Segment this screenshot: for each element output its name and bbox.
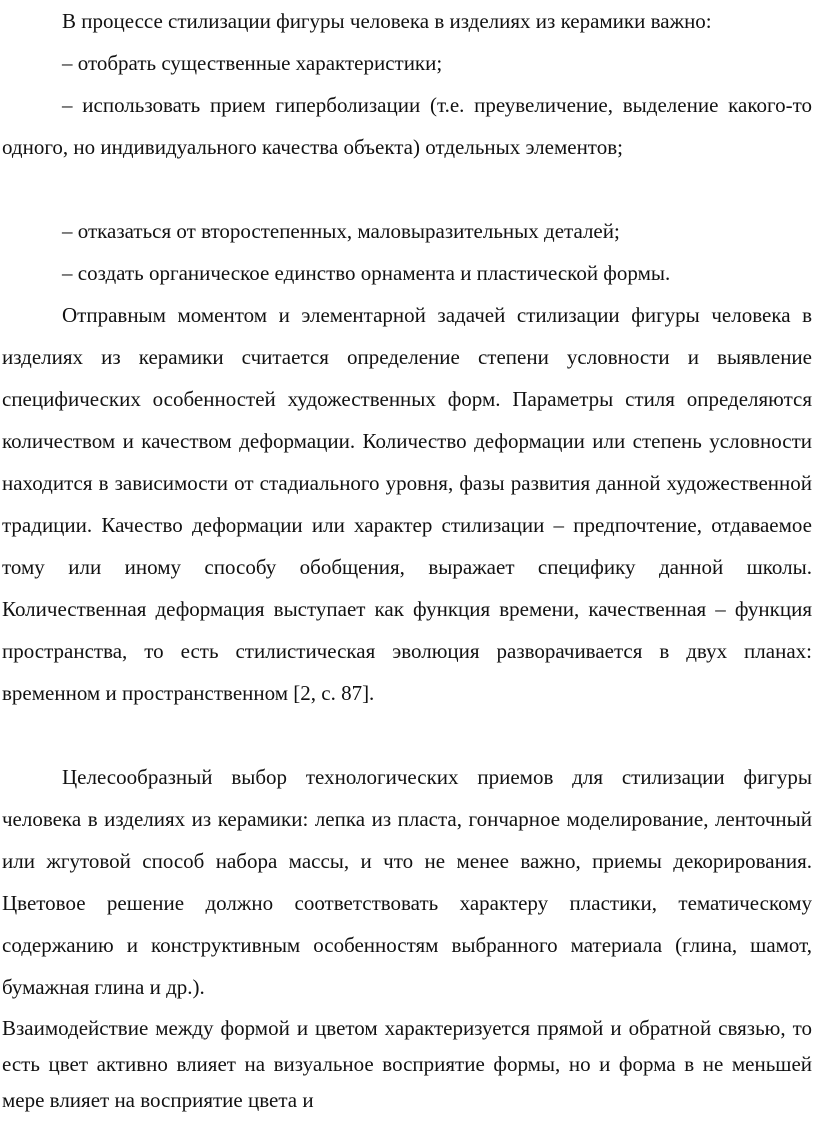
list-item-hyperbolization: – использовать прием гиперболизации (т.е. преувеличение, выделение какого-то одного, но индивидуального качества объекта) отдельных элементов; <box>2 93 812 159</box>
list-item-reject-details: – отказаться от второстепенных, маловыразительных деталей; <box>62 219 620 243</box>
list-item-organic-unity: – создать органическое единство орнамента и пластической формы. <box>62 261 671 285</box>
paragraph-stylization-task: Отправным моментом и элементарной задачей стилизации фигуры человека в изделиях из керамики считается определение степени условности и выявление специфических особенностей художественных форм. Параметры стиля определяются количеством и качеством деформации. Количество деформации или степень условности находится в зависимости от стадиального уровня, фазы развития данной художественной традиции. Качество деформации или характер стилизации – предпочтение, отдаваемое тому или иному способу обобщения, выражает специфику данной школы. Количественная деформация выступает как функция времени, качественная – функция пространства, то есть стилистическая эволюция разворачивается в двух планах: временном и пространственном [2, с. 87]. <box>2 303 812 705</box>
paragraph-intro: В процессе стилизации фигуры человека в изделиях из керамики важно: <box>62 9 712 33</box>
paragraph-technological-methods: Целесообразный выбор технологических приемов для стилизации фигуры человека в изделиях из керамики: лепка из пласта, гончарное моделирование, ленточный или жгутовой способ набора массы, и что не менее важно, приемы декорирования. Цветовое решение должно соответствовать характеру пластики, тематическому содержанию и конструктивным особенностям выбранного материала (глина, шамот, бумажная глина и др.). <box>2 765 812 999</box>
paragraph-form-color-interaction: Взаимодействие между формой и цветом характеризуется прямой и обратной связью, то есть цвет активно влияет на визуальное восприятие формы, но и форма в не меньшей мере влияет на восприятие цвета и <box>2 1016 812 1112</box>
list-item-select-characteristics: – отобрать существенные характеристики; <box>62 51 443 75</box>
